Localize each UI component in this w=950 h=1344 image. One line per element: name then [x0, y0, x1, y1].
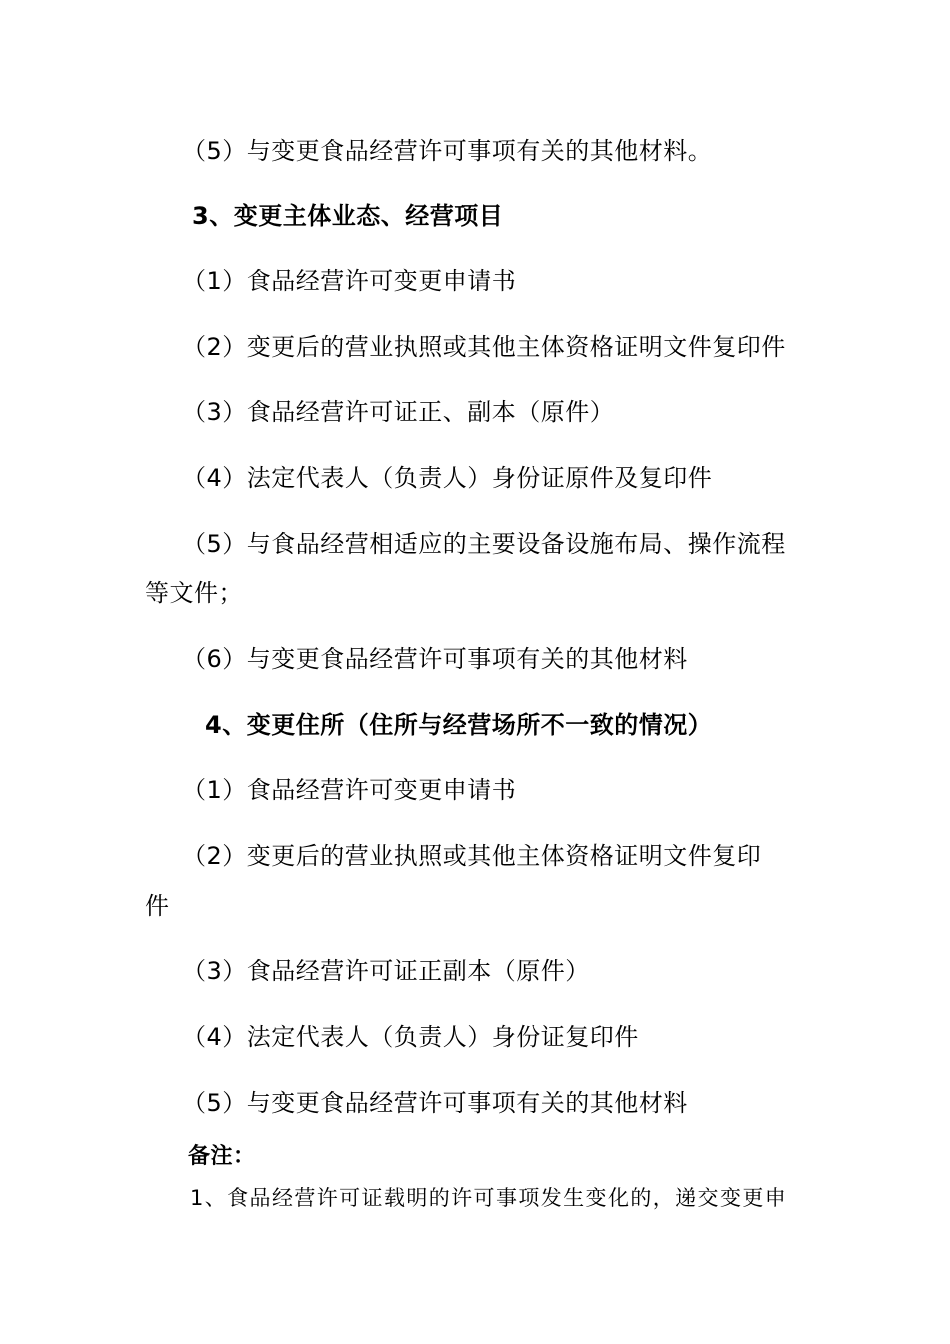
section-heading: 4、变更住所（住所与经营场所不一致的情况） — [205, 711, 713, 739]
item-text-continuation: 件 — [145, 892, 170, 920]
item-text: （1）食品经营许可变更申请书 — [182, 267, 517, 295]
item-text: （3）食品经营许可证正副本（原件） — [182, 957, 590, 985]
section-heading: 3、变更主体业态、经营项目 — [192, 202, 504, 230]
item-text: （5）与变更食品经营许可事项有关的其他材料 — [182, 1089, 688, 1117]
item-text: （4）法定代表人（负责人）身份证复印件 — [182, 1023, 639, 1051]
item-text: （4）法定代表人（负责人）身份证原件及复印件 — [182, 464, 713, 492]
item-text: （3）食品经营许可证正、副本（原件） — [182, 398, 615, 426]
item-text: （2）变更后的营业执照或其他主体资格证明文件复印件 — [182, 333, 786, 361]
note-heading: 备注： — [188, 1144, 256, 1169]
item-text-continuation: 等文件； — [145, 579, 243, 607]
item-text: （6）与变更食品经营许可事项有关的其他材料 — [182, 645, 688, 673]
note-text: 1、食品经营许可证载明的许可事项发生变化的，递交变更申 — [190, 1186, 788, 1210]
item-text: （5）与变更食品经营许可事项有关的其他材料。 — [182, 137, 713, 165]
item-text: （2）变更后的营业执照或其他主体资格证明文件复印 — [182, 842, 762, 870]
item-text: （5）与食品经营相适应的主要设备设施布局、操作流程 — [182, 530, 786, 558]
item-text: （1）食品经营许可变更申请书 — [182, 776, 517, 804]
